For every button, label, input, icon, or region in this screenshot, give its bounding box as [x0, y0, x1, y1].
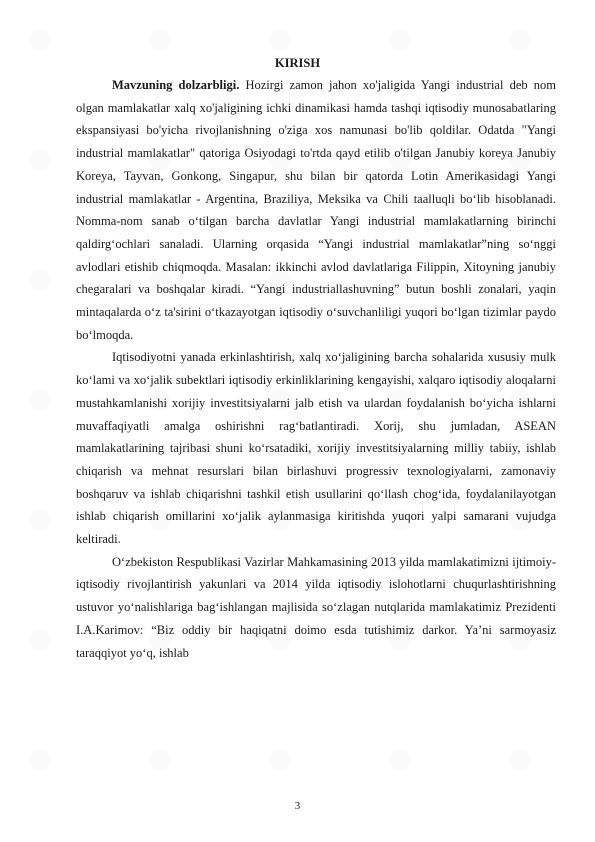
page-title: KIRISH [274, 56, 321, 70]
paragraph-uzbekistan [76, 551, 556, 665]
paragraph-text: Hozirgi zamon jahon xo'jaligida Yangi industrial deb nom olgan mamlakatlar xalq xo'jaligining ichki dinamikasi hamda tashqi iqtisodiy munosabatlaring ekspansiyasi bo'yicha rivojlanishning o'ziga xos namunasi bo'lib qoldilar. Odatda "Yangi industrial mamlakatlar" qatoriga Osiyodagi to'rtda qayd etilib o'tilgan Janubiy koreya Janubiy Koreya, Tayvan, Gonkong, Singapur, shu bilan bir qatorda Lotin Amerikasidagi Yangi industrial mamlakatlar - Argentina, Braziliya, Meksika va Chili taalluqli bo‘lib hisoblanadi. Nomma-nom sanab o‘tilgan barcha davlatlar Yangi industrial mamlakatlarning birinchi qaldirg‘ochlari sanaladi. Ularning orqasida “Yangi industrial mamlakatlar”ning so‘nggi avlodlari etishib chiqmoqda. Masalan: ikkinchi avlod davlatlariga Filippin, Xitoyning janubiy chegaralari va boshqalar kiradi. “Yangi industriallashuvning” butun boshli zonalari, yaqin mintaqalarda o‘z ta'sirini o‘tkazayotgan iqtisodiy o‘suvchanliligi yuqori bo‘lgan tizimlar paydo bo‘lmoqda. [76, 78, 556, 342]
paragraph-relevance [76, 74, 556, 346]
paragraph-text: Iqtisodiyotni yanada erkinlashtirish, xalq xo‘jaligining barcha sohalarida xususiy mulk ko‘lami va xo‘jalik subektlari iqtisodiy erkinliklarining kengayishi, xalqaro iqtisodiy aloqalarni mustahkamlanishi xorijiy investitsiyalarni jalb etish va ulardan foydalanish bo‘yicha ishlarni muvaffaqiyatli amalga oshirishni rag‘batlantiradi. Xorij, shu jumladan, ASEAN mamlakatlarining tajribasi shuni ko‘rsatadiki, xorijiy investitsiyalarning milliy tabiiy, ishlab chiqarish va mehnat resurslari bilan birlashuvi progressiv texnologiyalarni, zamonaviy boshqaruv va ishlab chiqarishni tashkil etish usullarini qo‘llash chog‘ida, foydalanilayotgan ishlab chiqarish omillarini xo‘jalik aylanmasiga kiritishda yuqori yalpi samarani vujudga keltiradi. [76, 350, 556, 547]
paragraph-lead: Mavzuning dolzarbligi. [112, 78, 240, 92]
page-number: 3 [294, 800, 301, 812]
paragraph-liberalization [76, 346, 556, 550]
paragraph-text: O‘zbekiston Respublikasi Vazirlar Mahkamasining 2013 yilda mamlakatimizni ijtimoiy-iqtisodiy rivojlantirish yakunlari va 2014 yilda iqtisodiy islohotlarni chuqurlashtirishning ustuvor yo‘nalishlariga bag‘ishlangan majlisida so‘zlagan nutqlarida mamlakatimiz Prezidenti I.A.Karimov: “Biz oddiy bir haqiqatni doimo esda tutishimiz darkor. Ya’ni sarmoyasiz taraqqiyot yo‘q, ishlab [76, 554, 556, 660]
document-body [76, 74, 556, 664]
